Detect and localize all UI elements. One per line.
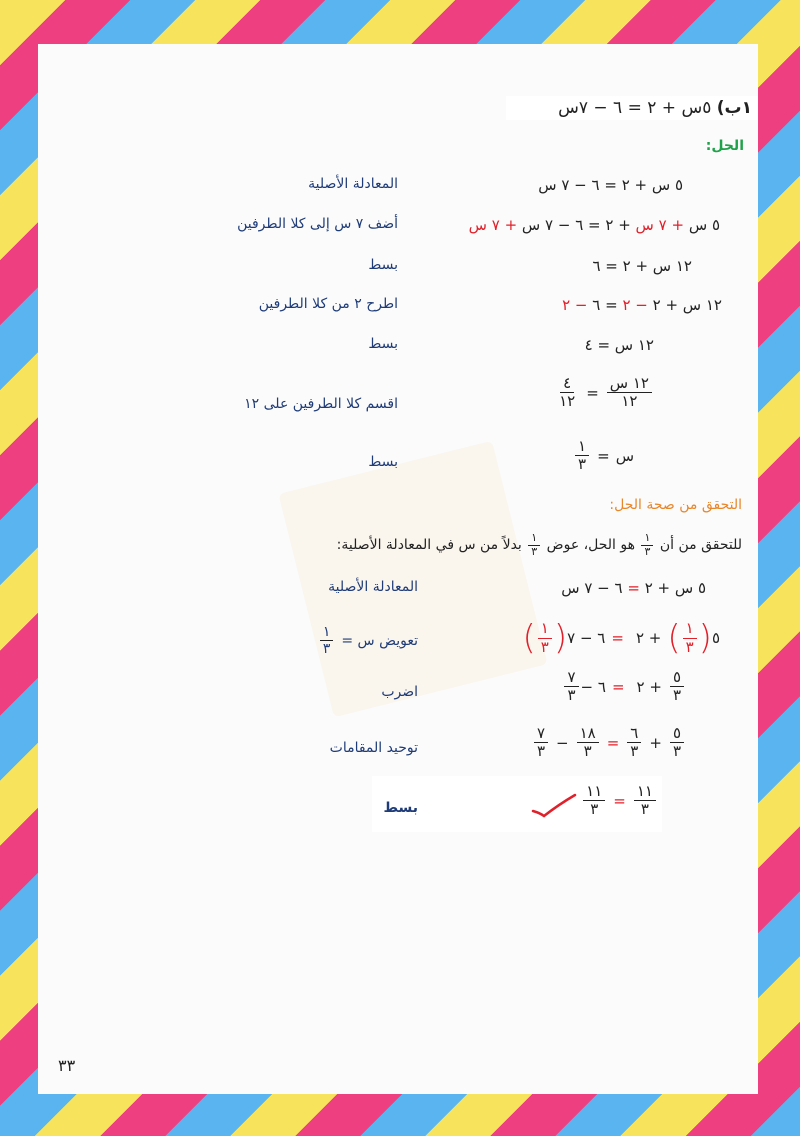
fraction: $\frac{٤}{١٢}$ [559, 374, 576, 411]
check-row-4-math [532, 724, 686, 761]
step-4-label: اطرح ٢ من كلا الطرفين [258, 296, 398, 312]
equals-sign: = [606, 733, 620, 752]
step-1-math: ٥ س + ٢ = ٦ − ٧ س [538, 176, 683, 194]
step-2-part: + ٢ = ٦ − ٧ س [521, 216, 631, 234]
minus-sign: − [556, 733, 569, 752]
fraction: $\frac{٥}{٣}$ [670, 669, 684, 705]
paren: ) [667, 618, 681, 658]
step-4-red: − ٢ [622, 296, 648, 314]
step-7-math [573, 438, 634, 474]
check-row-5-math [581, 782, 658, 819]
step-6-label: اقسم كلا الطرفين على ١٢ [244, 396, 398, 412]
page-number: ٣٣ [58, 1056, 76, 1075]
intro-text: للتحقق من أن [659, 537, 742, 554]
paren: ( [698, 618, 712, 658]
step-2-op: + [504, 216, 518, 234]
check-row-4-label: توحيد المقامات [329, 740, 418, 756]
step-6-math [554, 374, 654, 411]
plus-sign: + [649, 733, 662, 752]
check-row-3-math [562, 668, 686, 705]
checkmark-icon [530, 789, 580, 823]
fraction: $\frac{٦}{٣}$ [627, 725, 641, 761]
step-4-part: = ٦ [592, 296, 618, 314]
problem-equation: ٥س + ٢ = ٦ − ٧س [558, 98, 712, 118]
check-row-2-math [523, 618, 720, 658]
step-2-math [469, 216, 720, 234]
solution-heading: الحل: [705, 138, 744, 154]
fraction: $\frac{٧}{٣}$ [564, 669, 578, 705]
check-row-1-label: المعادلة الأصلية [328, 579, 418, 595]
page [38, 44, 758, 1094]
step-2-op: + [671, 216, 685, 234]
fraction: $\frac{١}{٣}$ [320, 624, 334, 657]
step-2-part: ٥ س [688, 216, 720, 234]
term: + ٢ [636, 677, 662, 696]
check-intro [337, 532, 742, 558]
label-text: تعويض س = [341, 632, 418, 649]
equals-sign: = [611, 629, 624, 647]
step-2-red: ٧ س [635, 216, 667, 234]
step-2-label: أضف ٧ س إلى كلا الطرفين [237, 216, 398, 232]
fraction: $\frac{١}{٣}$ [538, 620, 552, 656]
equals-sign: = [613, 791, 626, 810]
fraction: $\frac{٧}{٣}$ [534, 725, 548, 761]
fraction: $\frac{١}{٣}$ [641, 532, 653, 558]
fraction: $\frac{٥}{٣}$ [670, 725, 684, 761]
step-3-math: ١٢ س + ٢ = ٦ [592, 257, 692, 275]
step-4-red: − ٢ [562, 296, 588, 314]
term: + ٢ [635, 629, 662, 647]
step-5-label: بسط [368, 336, 398, 352]
equals-sign: = [611, 677, 625, 696]
fraction: $\frac{١}{٣}$ [528, 532, 540, 558]
term: ٦ − [580, 677, 606, 696]
paren: ) [522, 618, 536, 658]
paren: ( [553, 618, 568, 658]
check-heading: التحقق من صحة الحل: [609, 497, 742, 513]
variable: س [615, 446, 634, 465]
fraction: $\frac{١}{٣}$ [575, 438, 589, 474]
fraction: $\frac{\text{١٢ س}}{١٢}$ [607, 375, 652, 411]
check-row-3-label: اضرب [381, 684, 418, 700]
step-4-part: ١٢ س + ٢ [652, 296, 722, 314]
fraction: $\frac{١٨}{٣}$ [577, 725, 599, 761]
intro-text: هو الحل، عوض [546, 537, 636, 554]
rhs: ٦ − ٧ س [561, 579, 623, 597]
step-3-label: بسط [368, 257, 398, 273]
step-7-label: بسط [368, 454, 398, 470]
equals-sign: = [627, 579, 640, 597]
check-row-5-label: بسط [383, 800, 418, 816]
check-row-2-label [318, 624, 418, 657]
step-2-red: ٧ س [468, 216, 500, 234]
term: ٦ − ٧ [567, 629, 606, 647]
fraction: $\frac{١١}{٣}$ [634, 783, 656, 819]
step-1-label: المعادلة الأصلية [308, 176, 398, 192]
equals-sign: = [586, 383, 599, 402]
coefficient: ٥ [711, 629, 720, 647]
equals-sign: = [597, 446, 610, 465]
step-4-math [562, 296, 722, 314]
problem-label: ١ب) [716, 98, 752, 118]
lhs: ٥ س + ٢ [644, 579, 706, 597]
problem-title [506, 96, 758, 120]
fraction: $\frac{١}{٣}$ [683, 620, 697, 656]
fraction: $\frac{١١}{٣}$ [583, 783, 605, 819]
step-5-math: ١٢ س = ٤ [584, 336, 654, 354]
check-row-1-math [561, 579, 706, 597]
intro-text: بدلاً من س في المعادلة الأصلية: [336, 537, 522, 554]
